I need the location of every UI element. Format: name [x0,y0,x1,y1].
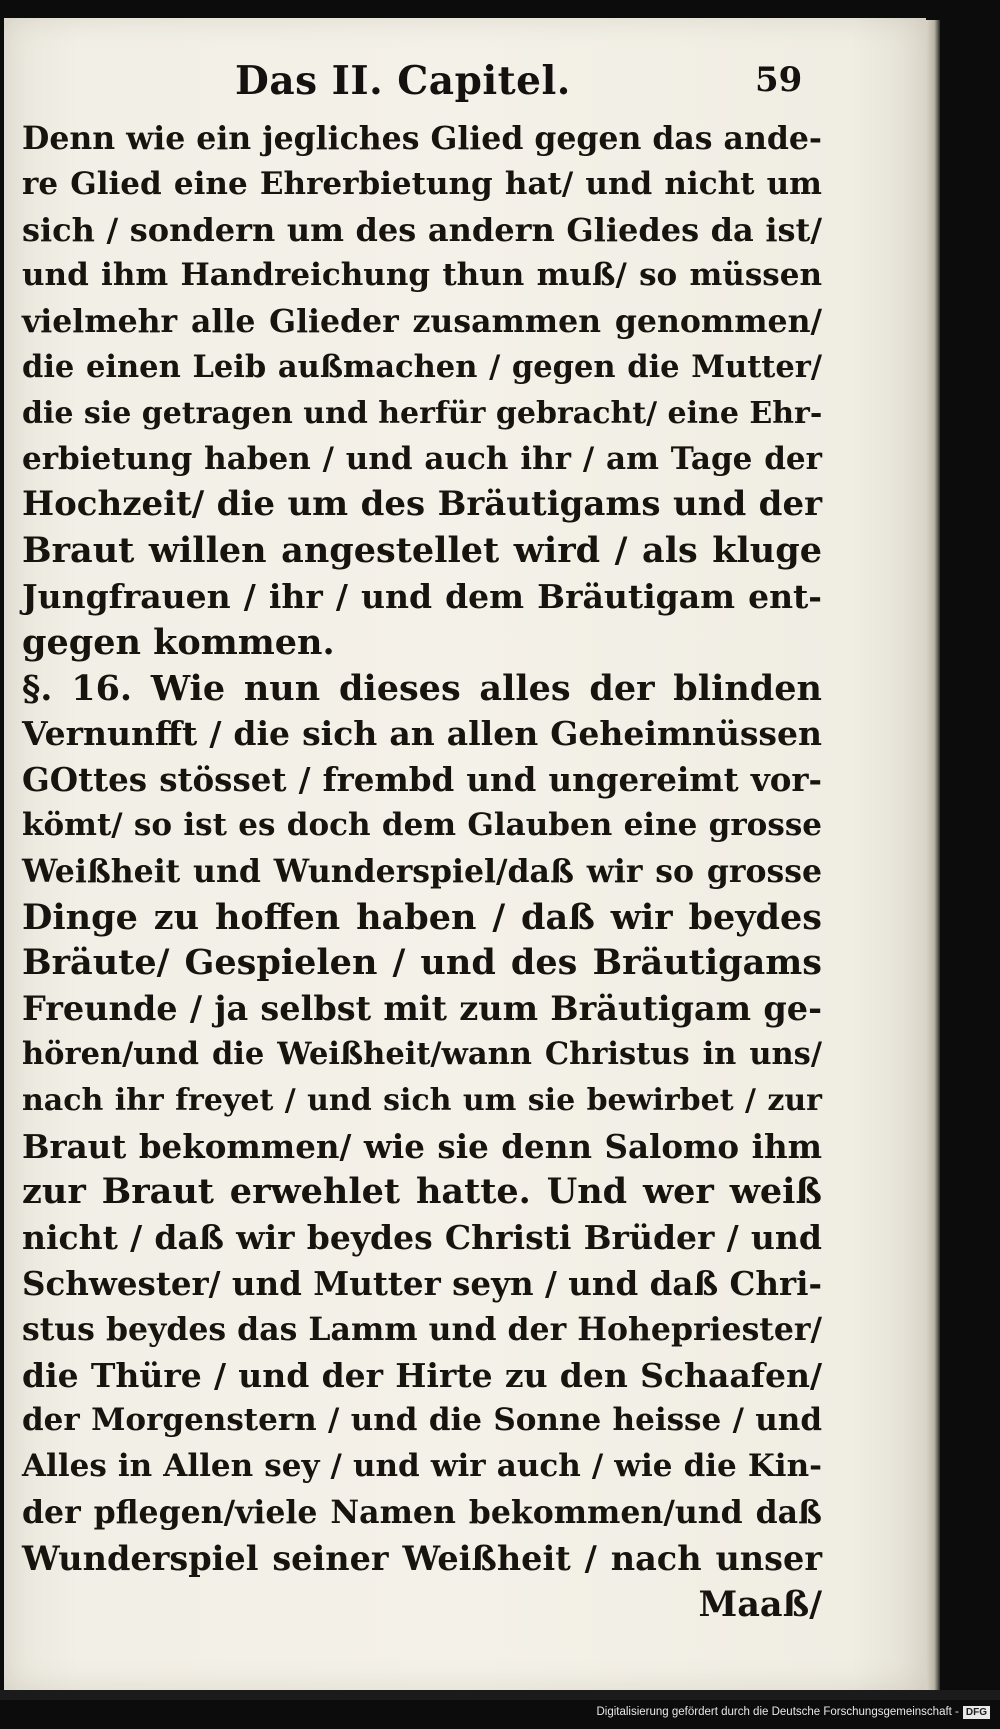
text-line: Hochzeit/ die um des Bräutigams und der [22,484,822,525]
text-line: erbietung haben / und auch ihr / am Tage der [22,440,822,477]
running-title: Das II. Capitel. [235,58,571,104]
text-line: Wunderspiel seiner Weißheit / nach unser [22,1538,822,1578]
text-line: kömt/ so ist es doch dem Glauben eine grosse [22,806,822,843]
text-line: die Thüre / und der Hirte zu den Schaafen/ [22,1355,822,1395]
text-line: die sie getragen und herfür gebracht/ eine Ehr- [22,395,823,431]
text-line: Braut bekommen/ wie sie denn Salomo ihm [22,1126,822,1166]
text-line: Weißheit und Wunderspiel/daß wir so grosse [22,852,822,890]
text-line: Dinge zu hoffen haben / daß wir beydes [22,896,822,938]
paragraph-start-line: §. 16. Wie nun dieses alles der blinden [22,667,822,709]
text-line: stus beydes das Lamm und der Hohepriester/ [22,1310,822,1348]
text-line: Jungfrauen / ihr / und dem Bräutigam ent- [22,576,822,616]
paragraph-end-line: gegen kommen. [22,621,335,663]
text-line: der Morgenstern / und die Sonne heisse / und [22,1402,822,1439]
page-edge [926,20,940,1690]
text-line: der pflegen/viele Namen bekommen/und daß [22,1493,822,1531]
text-line: Schwester/ und Mutter seyn / und daß Chri- [22,1263,822,1303]
text-line: Freunde / ja selbst mit zum Bräutigam ge- [22,989,822,1029]
text-line: die einen Leib außmachen / gegen die Mutter/ [22,348,822,385]
text-line: sich / sondern um des andern Gliedes da ist/ [22,210,822,249]
text-line: nach ihr freyet / und sich um sie bewirbet / zur [22,1082,822,1118]
text-line: nicht / daß wir beydes Christi Brüder / und [22,1218,822,1258]
body-text [22,116,822,1627]
page-header [0,52,926,112]
text-line: hören/und die Weißheit/wann Christus in uns/ [22,1035,822,1072]
text-line: und ihm Handreichung thun muß/ so müssen [22,257,822,294]
text-line: GOttes stösset / frembd und ungereimt vor- [22,760,822,800]
text-line: zur Braut erwehlet hatte. Und wer weiß [22,1171,822,1213]
digitization-credit [596,1706,990,1719]
text-line: Bräute/ Gespielen / und des Bräutigams [22,942,822,984]
text-line: Braut willen angestellet wird / als kluge [22,530,822,572]
text-line: Denn wie ein jegliches Glied gegen das ande- [22,120,822,157]
catchword: Maaß/ [698,1583,822,1625]
scan-bottom-border [0,1690,1000,1700]
text-line: Alles in Allen sey / und wir auch / wie die Kin- [22,1448,822,1485]
credit-text: Digitalisierung gefördert durch die Deutsche Forschungsgemeinschaft - [596,1706,959,1718]
text-line: re Glied eine Ehrerbietung hat/ und nicht um [22,165,822,202]
text-line: Vernunfft / die sich an allen Geheimnüssen [22,714,822,754]
dfg-logo: DFG [963,1706,990,1719]
page-number: 59 [755,60,803,100]
text-line: vielmehr alle Glieder zusammen genommen/ [22,303,822,341]
